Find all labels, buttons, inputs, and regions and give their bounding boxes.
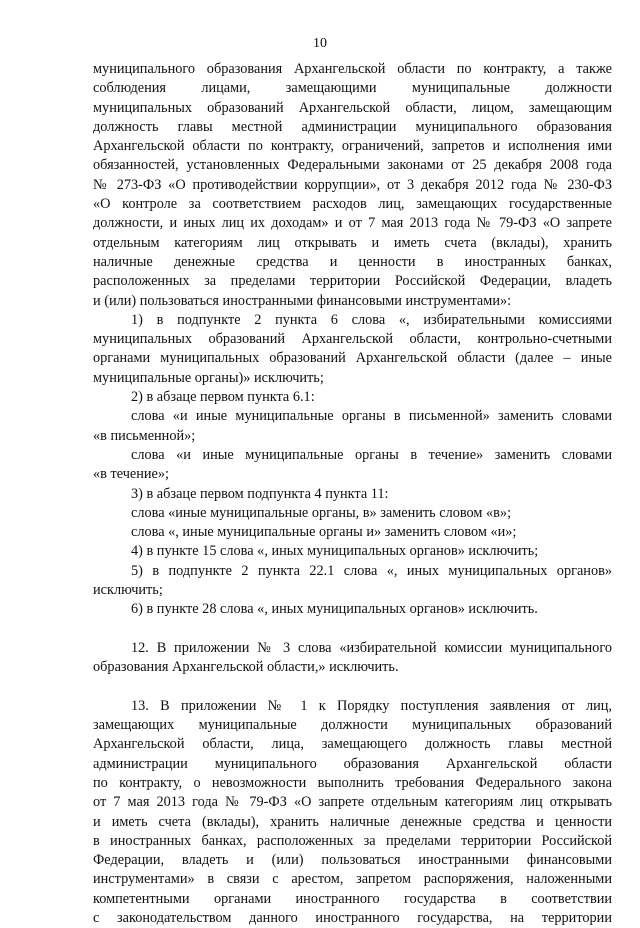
- text-line: соблюдения лицами, замещающими муниципальные должности: [93, 80, 612, 97]
- text-line: 2) в абзаце первом пункта 6.1:: [131, 389, 315, 406]
- text-line: в иностранных банках, расположенных за пределами территории Российской: [93, 832, 612, 849]
- text-line: муниципального образования Архангельской области по контракту, а также: [93, 61, 612, 77]
- text-line: замещающих муниципальные должности муниципальных образований: [93, 717, 612, 734]
- text-line: расположенных за пределами территории Российской Федерации, владеть: [93, 273, 612, 290]
- text-line: инструментами» в связи с арестом, запретом распоряжения, наложенными: [93, 871, 612, 888]
- text-line: исключить;: [93, 582, 163, 599]
- page-number: 10: [313, 36, 327, 51]
- text-line: отдельным категориям лиц открывать и иметь счета (вклады), хранить: [93, 234, 612, 251]
- text-line: слова «иные муниципальные органы, в» заменить словом «в»;: [131, 504, 512, 521]
- text-line: муниципальных образований Архангельской области, контрольно-счетными: [93, 331, 612, 348]
- text-line: Федерации, владеть и (или) пользоваться иностранными финансовыми: [93, 852, 612, 869]
- text-line: наличные денежные средства и ценности в иностранных банках,: [93, 253, 612, 270]
- text-line: «в течение»;: [93, 466, 170, 483]
- text-line: и иметь счета (вклады), хранить наличные денежные средства и ценности: [93, 813, 612, 830]
- paragraph-gap: [93, 620, 612, 639]
- text-line: должность главы местной администрации муниципального образования: [93, 118, 612, 135]
- text-line: с законодательством данного иностранного государства, на территории: [93, 910, 612, 927]
- text-line: 6) в пункте 28 слова «, иных муниципальных органов» исключить.: [131, 601, 538, 618]
- text-line: 12. В приложении № 3 слова «избирательной комиссии муниципального: [131, 639, 612, 656]
- text-line: № 273-ФЗ «О противодействии коррупции», от 3 декабря 2012 года № 230-ФЗ: [93, 176, 612, 193]
- text-line: от 7 мая 2013 года № 79-ФЗ «О запрете отдельным категориям лиц открывать: [93, 794, 612, 811]
- text-line: Архангельской области, лица, замещающего должность главы местной: [93, 736, 612, 753]
- text-line: слова «, иные муниципальные органы и» заменить словом «и»;: [131, 524, 517, 541]
- text-line: «О контроле за соответствием расходов лиц, замещающих государственные: [93, 196, 612, 213]
- text-line: должности, и иных лиц их доходам» и от 7 мая 2013 года № 79-ФЗ «О запрете: [93, 215, 612, 232]
- text-line: 3) в абзаце первом подпункта 4 пункта 11:: [131, 485, 389, 502]
- text-line: 4) в пункте 15 слова «, иных муниципальных органов» исключить;: [131, 543, 539, 560]
- text-line: и (или) пользоваться иностранными финансовыми инструментами»:: [93, 292, 512, 309]
- text-line: обязанностей, установленных Федеральными законами от 25 декабря 2008 года: [93, 157, 612, 174]
- document-body: [93, 60, 612, 928]
- text-line: муниципальные органы)» исключить;: [93, 369, 324, 386]
- text-line: 5) в подпункте 2 пункта 22.1 слова «, иных муниципальных органов»: [131, 562, 612, 579]
- text-line: слова «и иные муниципальные органы в течение» заменить словами: [131, 446, 612, 463]
- text-line: органами муниципальных образований Архангельской области (далее – иные: [93, 350, 612, 367]
- text-line: по контракту, о невозможности выполнить требования Федерального закона: [93, 774, 612, 791]
- text-line: 13. В приложении № 1 к Порядку поступления заявления от лиц,: [131, 697, 612, 714]
- text-line: 1) в подпункте 2 пункта 6 слова «, избирательными комиссиями: [131, 311, 612, 328]
- paragraph-gap: [93, 678, 612, 697]
- text-line: администрации муниципального образования Архангельской области: [93, 755, 612, 772]
- text-line: «в письменной»;: [93, 427, 196, 444]
- text-line: образования Архангельской области,» исключить.: [93, 659, 399, 676]
- text-line: Архангельской области по контракту, ограничений, запретов и исполнения ими: [93, 138, 612, 155]
- text-line: компетентными органами иностранного государства в соответствии: [93, 890, 612, 907]
- text-line: слова «и иные муниципальные органы в письменной» заменить словами: [131, 408, 612, 425]
- text-line: муниципальных образований Архангельской области, лицом, замещающим: [93, 99, 612, 116]
